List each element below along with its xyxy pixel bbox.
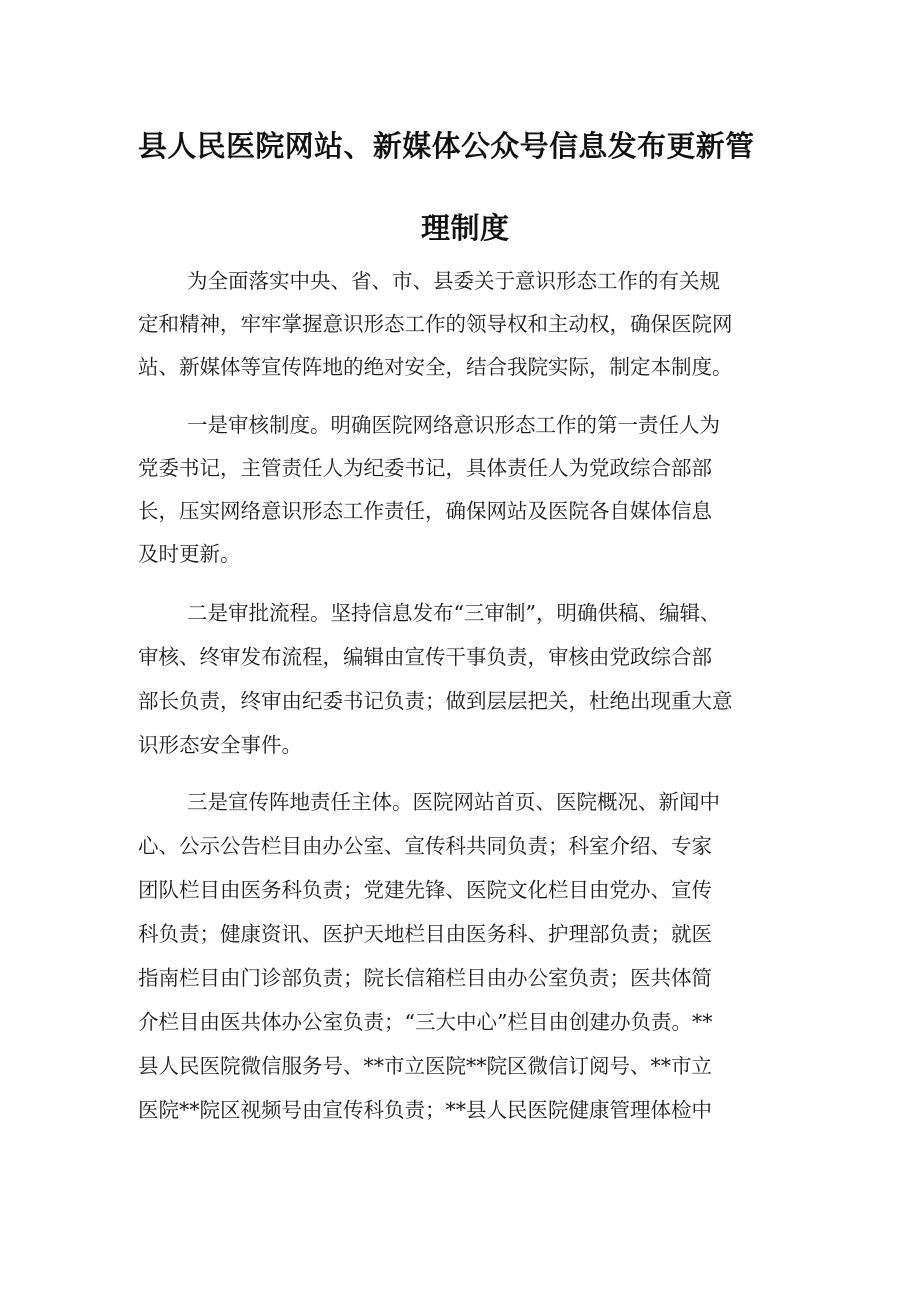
paragraph-4-line-1: 三是宣传阵地责任主体。医院网站首页、医院概况、新闻中: [187, 790, 720, 814]
paragraph-4-line-2: 心、公示公告栏目由办公室、宣传科共同负责；科室介绍、专家: [138, 834, 712, 858]
paragraph-2-line-4: 及时更新。: [138, 542, 241, 566]
paragraph-3-line-2: 审核、终审发布流程，编辑由宣传干事负责，审核由党政综合部: [138, 645, 712, 669]
document-title-line-2: 理制度: [421, 211, 510, 245]
document-title-line-1: 县人民医院网站、新媒体公众号信息发布更新管: [138, 129, 755, 163]
paragraph-4-line-4: 科负责；健康资讯、医护天地栏目由医务科、护理部负责；就医: [138, 922, 712, 946]
paragraph-1-line-1: 为全面落实中央、省、市、县委关于意识形态工作的有关规: [187, 269, 720, 293]
paragraph-1-line-2: 定和精神，牢牢掌握意识形态工作的领导权和主动权，确保医院网: [138, 312, 733, 336]
paragraph-3-line-3: 部长负责，终审由纪委书记负责；做到层层把关，杜绝出现重大意: [138, 689, 733, 713]
paragraph-1-line-3: 站、新媒体等宣传阵地的绝对安全，结合我院实际，制定本制度。: [138, 355, 733, 379]
paragraph-2-line-3: 长，压实网络意识形态工作责任，确保网站及医院各自媒体信息: [138, 499, 712, 523]
paragraph-4-line-7: 县人民医院微信服务号、**市立医院**院区微信订阅号、**市立: [138, 1054, 712, 1078]
paragraph-4-line-3: 团队栏目由医务科负责；党建先锋、医院文化栏目由党办、宣传: [138, 878, 712, 902]
paragraph-4-line-8: 医院**院区视频号由宣传科负责；**县人民医院健康管理体检中: [138, 1098, 712, 1122]
paragraph-3-line-4: 识形态安全事件。: [138, 733, 302, 757]
paragraph-2-line-2: 党委书记，主管责任人为纪委书记，具体责任人为党政综合部部: [138, 456, 712, 480]
paragraph-4-line-6: 介栏目由医共体办公室负责；“三大中心”栏目由创建办负责。**: [138, 1010, 713, 1034]
paragraph-3-line-1: 二是审批流程。坚持信息发布“三审制”，明确供稿、编辑、: [187, 601, 721, 625]
paragraph-2-line-1: 一是审核制度。明确医院网络意识形态工作的第一责任人为: [187, 413, 720, 437]
paragraph-4-line-5: 指南栏目由门诊部负责；院长信箱栏目由办公室负责；医共体简: [138, 966, 712, 990]
